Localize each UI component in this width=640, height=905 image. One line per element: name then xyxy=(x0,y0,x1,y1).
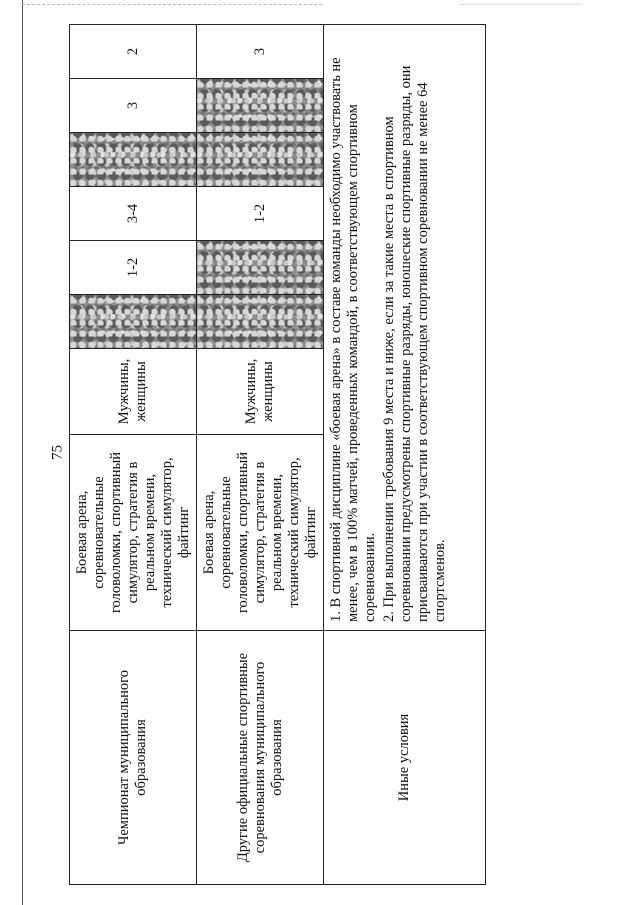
disciplines-cell: Боевая арена, соревновательные головоломки, спортивный симулятор, стратегия в реальном времени, технический симулятор, файтинг xyxy=(70,435,197,631)
place-cell-shaded xyxy=(197,79,324,133)
rotated-table-frame xyxy=(69,47,474,885)
requirements-table xyxy=(69,24,486,885)
place-cell: 2 xyxy=(70,25,197,79)
conditions-text-cell xyxy=(324,25,486,631)
competition-title-cell: Другие официальные спортивные соревнования муниципального образования xyxy=(197,631,324,885)
table-row xyxy=(70,25,197,885)
condition-item-2: 2. При выполнении требования 9 места и ниже, если за такие места в спортивном соревновании предусмотрены спортивные разряды, юношеские спортивные разряды, они присваиваются при участии в соответствующем спортивном соревновании не менее 64 спортсменов. xyxy=(381,65,448,622)
place-cell: 3-4 xyxy=(70,187,197,241)
scan-edge-line xyxy=(22,0,23,905)
scan-top-dashes xyxy=(22,4,322,5)
page-number: 75 xyxy=(49,445,66,460)
place-cell-shaded xyxy=(70,133,197,187)
condition-item-1: 1. В спортивной дисциплине «боевая арена» в составе команды необходимо участвовать не менее, чем в 100% матчей, проведенных командой, в соответствующем спортивном соревновании. xyxy=(328,57,378,622)
place-cell: 1-2 xyxy=(197,187,324,241)
place-cell-shaded xyxy=(197,133,324,187)
gender-cell: Мужчины, женщины xyxy=(197,349,324,435)
place-cell-shaded xyxy=(197,241,324,295)
disciplines-cell: Боевая арена, соревновательные головоломки, спортивный симулятор, стратегия в реальном времени, технический симулятор, файтинг xyxy=(197,435,324,631)
conditions-label-cell: Иные условия xyxy=(324,631,486,885)
place-cell: 1-2 xyxy=(70,241,197,295)
table-row xyxy=(324,25,486,885)
place-cell-shaded xyxy=(197,295,324,349)
place-cell-shaded xyxy=(70,295,197,349)
gender-cell: Мужчины, женщины xyxy=(70,349,197,435)
scan-top-dots xyxy=(460,4,580,5)
place-cell: 3 xyxy=(197,25,324,79)
competition-title-cell: Чемпионат муниципального образования xyxy=(70,631,197,885)
table-row xyxy=(197,25,324,885)
place-cell: 3 xyxy=(70,79,197,133)
